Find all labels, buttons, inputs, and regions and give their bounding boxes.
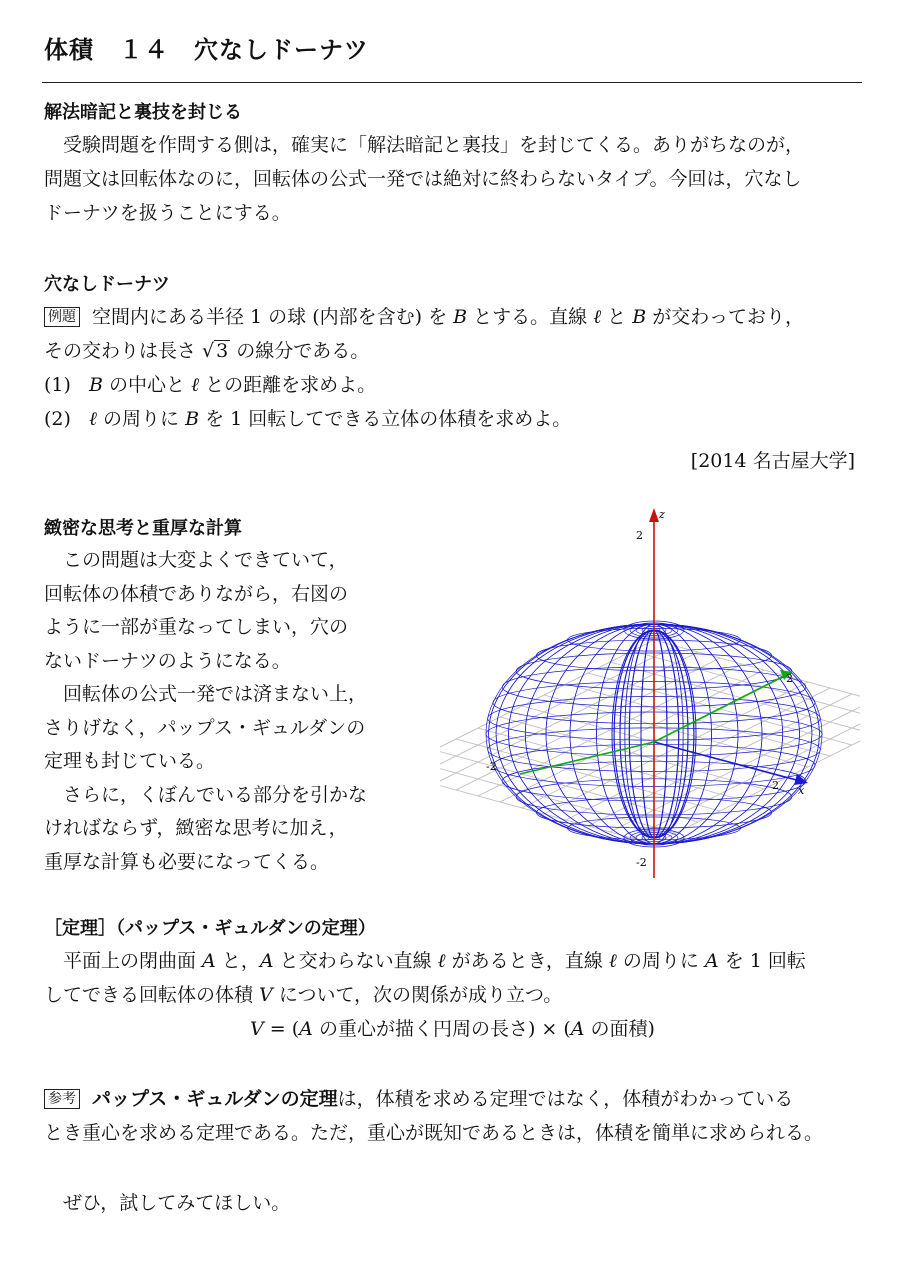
paragraph-line: 定理も封じている。 [44, 750, 216, 772]
text-run: が交わっており， [646, 306, 805, 328]
text-run: してできる回転体の体積 [44, 984, 260, 1006]
y-axis-positive [654, 674, 788, 742]
paragraph-line: さらに，くぼんでいる部分を引かな [44, 783, 368, 806]
text-run: は，体積を求める定理ではなく，体積がわかっている [337, 1088, 794, 1110]
text-run: の周りに [96, 408, 186, 430]
torus-svg [440, 506, 860, 886]
example-label: 例題 [44, 307, 80, 327]
math-var: A [259, 950, 274, 972]
text-run: と [601, 306, 633, 328]
paragraph-line: ないドーナツのようになる。 [44, 649, 291, 672]
problem-source: [2014 名古屋大学] [690, 450, 855, 472]
math-var: ℓ [608, 950, 617, 972]
text-run: との距離を求めよ。 [199, 374, 377, 396]
math-var: ℓ [89, 408, 97, 430]
math-var: ℓ [437, 950, 446, 972]
question-number: (1) [44, 374, 71, 396]
paragraph-line: さりげなく，パップス・ギュルダンの [44, 716, 366, 739]
paragraph-line: この問題は大変よくできていて， [44, 549, 348, 571]
text-run: があるとき，直線 [445, 950, 609, 972]
math-var: A [570, 1018, 585, 1040]
y-tick-negative: -2 [486, 760, 497, 773]
text-run: その交わりは長さ [44, 340, 203, 362]
math-var: ℓ [593, 306, 602, 328]
z-tick-bottom: -2 [636, 856, 647, 869]
text-run: 平面上の閉曲面 [44, 950, 203, 972]
torus-figure [440, 506, 860, 886]
math-var: V [250, 1018, 264, 1040]
section3-paragraph [44, 544, 367, 879]
text-run: を 1 回転 [718, 950, 806, 972]
question-number: (2) [44, 408, 71, 430]
section-heading-3: 緻密な思考と重厚な計算 [44, 518, 242, 539]
z-axis-label: z [659, 508, 665, 521]
section-heading-2: 穴なしドーナツ [44, 274, 170, 295]
theorem-line-1 [44, 944, 806, 978]
grid-line [440, 652, 698, 784]
theorem-line-2 [44, 978, 806, 1012]
page-title: 体積 １４ 穴なしドーナツ [44, 36, 369, 64]
math-var: B [632, 306, 647, 328]
math-var: ℓ [191, 374, 200, 396]
problem-line-2 [44, 334, 804, 368]
paragraph-line: ドーナツを扱うことにする。 [44, 202, 291, 224]
problem-line-1 [44, 300, 804, 334]
reference-note [44, 1082, 823, 1150]
section1-paragraph [44, 128, 804, 230]
text-run: を 1 回転してできる立体の体積を求めよ。 [199, 408, 572, 430]
text-run: と， [215, 950, 260, 972]
math-var: V [259, 984, 273, 1006]
text-run: の面積) [584, 1018, 655, 1040]
text-run: = ( [263, 1018, 300, 1040]
text-run: について，次の関係が成り立つ。 [272, 984, 563, 1006]
math-var: B [185, 408, 200, 430]
theorem-formula [0, 1012, 905, 1046]
reference-line-1 [44, 1082, 823, 1116]
question-1 [44, 368, 804, 402]
paragraph-line: 問題文は回転体なのに，回転体の公式一発では絶対に終わらないタイプ。今回は，穴なし [44, 168, 802, 190]
text-run: 空間内にある半径 1 の球 (内部を含む) を [92, 306, 454, 328]
closing-line: ぜひ，試してみてほしい。 [44, 1192, 291, 1214]
reference-label: 参考 [44, 1089, 80, 1109]
x-axis-label: x [798, 784, 805, 797]
text-run: と交わらない直線 [273, 950, 438, 972]
math-var: B [453, 306, 468, 328]
math-var: A [299, 1018, 313, 1040]
example-problem [44, 300, 804, 436]
paragraph-line: 重厚な計算も必要になってくる。 [44, 850, 330, 873]
theorem-name: パップス・ギュルダンの定理 [92, 1088, 338, 1110]
paragraph-line: 回転体の体積でありながら，右図の [44, 582, 349, 605]
section-heading-1: 解法暗記と裏技を封じる [44, 102, 242, 123]
theorem-body [44, 944, 806, 1012]
paragraph-line: ように一部が重なってしまい，穴の [44, 616, 349, 638]
y-tick-positive: 2 [786, 672, 793, 685]
z-tick-top: 2 [636, 529, 643, 542]
theorem-heading: ［定理］（パップス・ギュルダンの定理） [44, 918, 376, 939]
math-var: A [704, 950, 719, 972]
z-axis-arrowhead [649, 508, 659, 522]
text-run: の重心が描く円周の長さ) × ( [312, 1018, 571, 1040]
text-run: とする。直線 [467, 306, 594, 328]
paragraph-line: 回転体の公式一発では済まない上， [44, 683, 368, 705]
paragraph-line: 受験問題を作問する側は，確実に「解法暗記と裏技」を封じてくる。ありがちなのが， [44, 134, 805, 156]
math-var: A [202, 950, 216, 972]
sqrt-sign: √ [202, 340, 215, 362]
question-2 [44, 402, 804, 436]
text-run: の中心と [103, 374, 192, 396]
x-tick-positive: 2 [772, 779, 779, 792]
paragraph-line: ければならず，緻密な思考に加え， [44, 817, 348, 839]
text-run: の周りに [616, 950, 705, 972]
title-rule [42, 82, 862, 83]
sqrt-value: 3 [216, 340, 229, 362]
text-run: の線分である。 [230, 340, 370, 362]
reference-line-2: とき重心を求める定理である。ただ，重心が既知であるときは，体積を簡単に求められる。 [44, 1122, 824, 1144]
math-var: B [89, 374, 104, 396]
